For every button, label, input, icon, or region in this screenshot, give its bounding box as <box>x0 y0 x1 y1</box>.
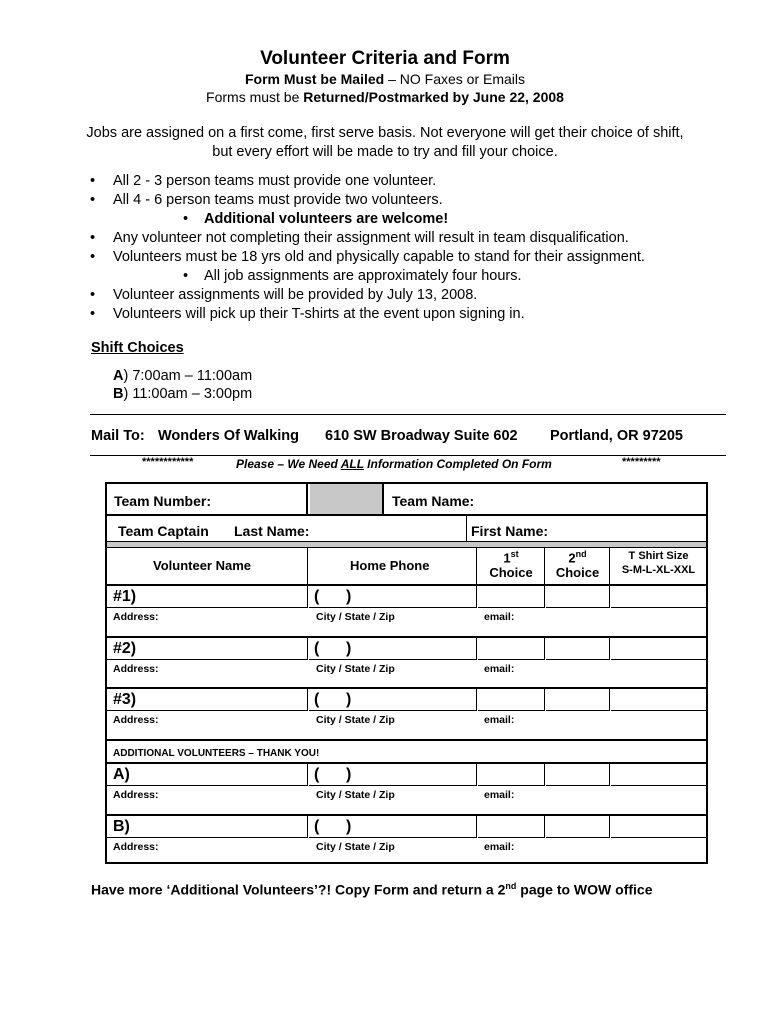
list-item: • Volunteer assignments will be provided by July 13, 2008. <box>90 287 478 303</box>
area-code-parens: ( ) <box>314 588 352 605</box>
list-item: • All job assignments are approximately four hours. <box>183 268 522 284</box>
volunteer-number: #2) <box>113 640 137 657</box>
address-row[interactable] <box>107 711 706 739</box>
list-item: • Volunteers will pick up their T-shirts at the event upon signing in. <box>90 306 525 322</box>
tshirt-size-input[interactable] <box>611 638 706 660</box>
list-item: • Volunteers must be 18 yrs old and physically capable to stand for their assignment. <box>90 249 645 265</box>
mail-street: 610 SW Broadway Suite 602 <box>325 428 518 444</box>
team-name-label: Team Name: <box>392 493 475 509</box>
shirt-label: T Shirt Size <box>628 550 689 562</box>
additional-volunteers-banner <box>107 739 706 762</box>
address-label: Address: <box>113 611 159 623</box>
address-label: Address: <box>113 789 159 801</box>
area-code-parens: ( ) <box>314 766 352 783</box>
second-sup: nd <box>575 549 587 559</box>
volunteer-row <box>107 816 706 866</box>
captain-last-name-field[interactable] <box>107 516 467 541</box>
email-label: email: <box>484 714 515 726</box>
first-choice-input[interactable] <box>478 764 545 786</box>
home-phone-input[interactable] <box>309 638 477 660</box>
area-code-parens: ( ) <box>314 818 352 835</box>
captain-first-name-field[interactable] <box>468 516 706 541</box>
home-phone-input[interactable] <box>309 764 477 786</box>
footer-note: Have more ‘Additional Volunteers’?! Copy Form and return a 2nd page to WOW office <box>91 881 653 898</box>
first-choice-input[interactable] <box>478 586 545 608</box>
last-name-label: Last Name: <box>234 523 310 539</box>
city-state-zip-label: City / State / Zip <box>316 611 395 623</box>
volunteer-name-input[interactable] <box>107 689 308 711</box>
first-choice-input[interactable] <box>478 689 545 711</box>
mail-notice: Form Must be Mailed – NO Faxes or Emails <box>244 71 526 87</box>
team-name-field[interactable] <box>386 484 706 514</box>
col-first-choice <box>478 548 545 584</box>
additional-label: ADDITIONAL VOLUNTEERS – THANK YOU! <box>113 748 320 759</box>
list-item: • All 4 - 6 person teams must provide two volunteers. <box>90 192 443 208</box>
first-choice-input[interactable] <box>478 816 545 838</box>
volunteer-row <box>107 689 706 739</box>
tshirt-size-input[interactable] <box>611 586 706 608</box>
divider <box>90 414 726 415</box>
col-phone-label: Home Phone <box>350 558 430 573</box>
address-row[interactable] <box>107 660 706 688</box>
area-code-parens: ( ) <box>314 691 352 708</box>
address-row[interactable] <box>107 786 706 814</box>
address-row[interactable] <box>107 608 706 636</box>
second-label: 2 <box>568 550 576 566</box>
col-second-choice <box>546 548 610 584</box>
email-label: email: <box>484 789 515 801</box>
mail-city: Portland, OR 97205 <box>550 428 683 444</box>
choice-label: Choice <box>555 565 600 581</box>
city-state-zip-label: City / State / Zip <box>316 714 395 726</box>
tshirt-size-input[interactable] <box>611 689 706 711</box>
volunteer-number: #1) <box>113 588 137 605</box>
home-phone-input[interactable] <box>309 586 477 608</box>
team-number-input[interactable] <box>310 484 384 514</box>
address-label: Address: <box>113 841 159 853</box>
address-label: Address: <box>113 714 159 726</box>
stars-left: ************ <box>142 456 194 468</box>
city-state-zip-label: City / State / Zip <box>316 663 395 675</box>
list-item: • All 2 - 3 person teams must provide one volunteer. <box>90 173 437 189</box>
second-choice-input[interactable] <box>546 816 610 838</box>
volunteer-name-input[interactable] <box>107 816 308 838</box>
email-label: email: <box>484 841 515 853</box>
col-tshirt-size <box>611 548 706 584</box>
tshirt-size-input[interactable] <box>611 816 706 838</box>
intro-text: Jobs are assigned on a first come, first serve basis. Not everyone will get their choice of shift, but every effort will be made to try and fill your choice. <box>86 125 684 160</box>
shirt-sizes-label: S-M-L-XL-XXL <box>621 564 696 576</box>
mail-to-label: Mail To: <box>91 428 145 444</box>
email-label: email: <box>484 611 515 623</box>
city-state-zip-label: City / State / Zip <box>316 841 395 853</box>
grey-separator <box>107 541 706 548</box>
volunteer-name-input[interactable] <box>107 586 308 608</box>
volunteer-row <box>107 586 706 636</box>
volunteer-row <box>107 764 706 814</box>
email-label: email: <box>484 663 515 675</box>
volunteer-number: #3) <box>113 691 137 708</box>
shift-b: B) 11:00am – 3:00pm <box>113 386 253 402</box>
shift-choices-heading: Shift Choices <box>91 340 184 356</box>
team-number-label: Team Number: <box>114 493 211 509</box>
col-volunteer-label: Volunteer Name <box>153 558 252 573</box>
first-sup: st <box>510 549 519 559</box>
second-choice-input[interactable] <box>546 764 610 786</box>
shift-a: A) 7:00am – 11:00am <box>113 368 253 384</box>
volunteer-number: A) <box>113 766 130 783</box>
volunteer-name-input[interactable] <box>107 764 308 786</box>
volunteer-row <box>107 638 706 688</box>
volunteer-name-input[interactable] <box>107 638 308 660</box>
col-volunteer-name <box>107 548 308 584</box>
address-row[interactable] <box>107 838 706 866</box>
list-item: • Additional volunteers are welcome! <box>183 211 449 227</box>
first-choice-input[interactable] <box>478 638 545 660</box>
area-code-parens: ( ) <box>314 640 352 657</box>
second-choice-input[interactable] <box>546 586 610 608</box>
volunteer-form <box>105 482 708 864</box>
complete-notice: Please – We Need ALL Information Completed On Form <box>236 457 552 471</box>
second-choice-input[interactable] <box>546 638 610 660</box>
team-captain-label: Team Captain <box>118 523 209 539</box>
list-item: • Any volunteer not completing their assignment will result in team disqualification. <box>90 230 629 246</box>
mail-org: Wonders Of Walking <box>158 428 299 444</box>
city-state-zip-label: City / State / Zip <box>316 789 395 801</box>
form-title: Volunteer Criteria and Form <box>260 48 510 69</box>
choice-label: Choice <box>489 565 533 581</box>
home-phone-input[interactable] <box>309 689 477 711</box>
volunteer-number: B) <box>113 818 130 835</box>
stars-right: ********* <box>622 456 661 468</box>
deadline-notice: Forms must be Returned/Postmarked by June 22, 2008 <box>206 89 564 105</box>
tshirt-size-input[interactable] <box>611 764 706 786</box>
team-number-field[interactable] <box>107 484 308 514</box>
first-name-label: First Name: <box>471 523 549 539</box>
address-label: Address: <box>113 663 159 675</box>
criteria-list <box>90 172 750 324</box>
col-home-phone <box>309 548 477 584</box>
second-choice-input[interactable] <box>546 689 610 711</box>
home-phone-input[interactable] <box>309 816 477 838</box>
first-label: 1 <box>503 550 511 566</box>
